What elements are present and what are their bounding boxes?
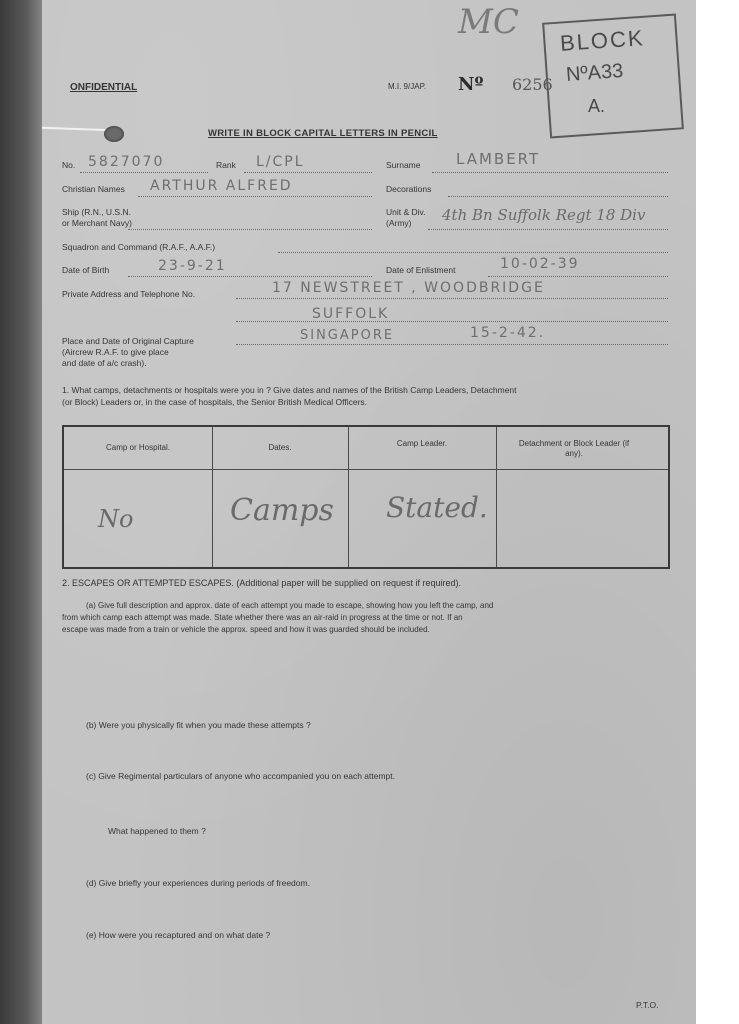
entry-camp-leader: Stated. <box>386 491 488 524</box>
punch-hole <box>104 126 124 142</box>
dob-value: 23-9-21 <box>158 258 227 274</box>
confidential-label: ONFIDENTIAL <box>70 82 138 93</box>
surname-value: LAMBERT <box>456 150 541 168</box>
instruction-heading: WRITE IN BLOCK CAPITAL LETTERS IN PENCIL <box>208 128 438 139</box>
surname-label: Surname <box>386 160 421 170</box>
capture-date: 15-2-42. <box>470 325 546 341</box>
stamp-block-text: BLOCK <box>559 25 646 56</box>
question-d: (d) Give briefly your experiences during periods of freedom. <box>86 878 310 888</box>
ship-label: Ship (R.N., U.S.N. <box>62 207 131 217</box>
unit-value: 4th Bn Suffolk Regt 18 Div <box>442 206 646 224</box>
pto-label: P.T.O. <box>636 1000 659 1010</box>
number-label: Nº <box>458 74 484 95</box>
header-camp-or-hospital: Camp or Hospital. <box>105 443 171 452</box>
section1-question: 1. What camps, detachments or hospitals were you in ? Give dates and names of the British Camp Leaders, Detachment <box>62 385 517 395</box>
stamp-number: NºA33 <box>565 60 625 86</box>
rank-value: L/CPL <box>256 154 305 170</box>
question-c: (c) Give Regimental particulars of anyone who accompanied you on each attempt. <box>86 771 395 781</box>
stamp-letter: A. <box>588 96 606 116</box>
entry-dates: Camps <box>230 493 334 528</box>
header-dates: Dates. <box>268 443 292 452</box>
unit-label: Unit & Div. <box>386 207 426 217</box>
address-label: Private Address and Telephone No. <box>62 289 196 299</box>
section2-heading: 2. ESCAPES OR ATTEMPTED ESCAPES. (Additional paper will be supplied on request if required). <box>62 578 462 588</box>
page-margin <box>696 0 739 1024</box>
header-detachment-leader: Detachment or Block Leader (if any). <box>518 439 630 458</box>
form-number: 6256 <box>512 75 553 94</box>
unit-label-2: (Army) <box>386 218 412 228</box>
capture-label: Place and Date of Original Capture <box>62 336 194 346</box>
capture-label-2: (Aircrew R.A.F. to give place <box>62 347 169 357</box>
binder-edge <box>0 0 44 1024</box>
enlistment-value: 10-02-39 <box>500 256 580 272</box>
handwritten-mark: MC <box>458 2 519 42</box>
header-camp-leader: Camp Leader. <box>396 439 448 448</box>
rank-label: Rank <box>216 160 236 170</box>
address-value-2: SUFFOLK <box>312 306 390 322</box>
capture-label-3: and date of a/c crash). <box>62 358 147 368</box>
entry-camp: No <box>98 505 134 533</box>
camps-table <box>62 425 670 569</box>
question-c-sub: What happened to them ? <box>108 826 206 836</box>
section1-question-2: (or Block) Leaders or, in the case of hospitals, the Senior British Medical Officers. <box>62 397 368 407</box>
ship-label-2: or Merchant Navy) <box>62 218 132 228</box>
squadron-label: Squadron and Command (R.A.F., A.A.F.) <box>62 242 216 252</box>
service-number: 5827070 <box>88 154 165 170</box>
question-b: (b) Were you physically fit when you made these attempts ? <box>86 720 311 730</box>
question-a: (a) Give full description and approx. date of each attempt you made to escape, showing how you left the camp, and <box>86 601 494 610</box>
enlistment-label: Date of Enlistment <box>386 265 456 275</box>
no-label: No. <box>62 160 76 170</box>
form-reference: M.I. 9/JAP. <box>388 82 427 91</box>
capture-place: SINGAPORE <box>300 328 395 343</box>
address-value: 17 NEWSTREET , WOODBRIDGE <box>272 280 545 296</box>
question-e: (e) How were you recaptured and on what date ? <box>86 930 271 940</box>
dob-label: Date of Birth <box>62 265 110 275</box>
decorations-label: Decorations <box>386 184 432 194</box>
christian-names-label: Christian Names <box>62 184 125 194</box>
question-a-3: escape was made from a train or vehicle the approx. speed and how it was guarded should be included. <box>62 625 430 634</box>
christian-names-value: ARTHUR ALFRED <box>150 178 293 194</box>
question-a-2: from which camp each attempt was made. State whether there was an air-raid in progress at the time or not. If an <box>62 613 463 622</box>
